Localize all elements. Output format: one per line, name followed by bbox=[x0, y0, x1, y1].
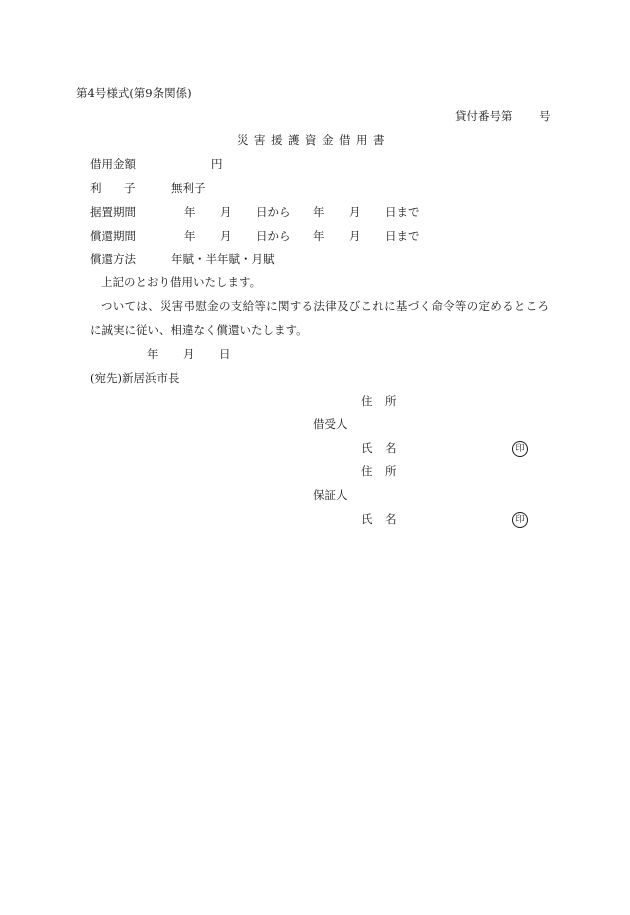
interest-label-1: 利 bbox=[90, 181, 102, 195]
deferment-day-from: 日から bbox=[256, 205, 291, 219]
body-line-3: に誠実に従い、相違なく償還いたします。 bbox=[90, 323, 308, 337]
borrower-role: 借受人 bbox=[313, 417, 348, 431]
title-char: 資 bbox=[305, 133, 317, 147]
title-char: 援 bbox=[271, 133, 283, 147]
form-label: 第4号様式(第9条関係) bbox=[76, 86, 192, 100]
date-day: 日 bbox=[219, 347, 231, 361]
deferment-day-to: 日まで bbox=[385, 205, 420, 219]
repayment-month: 月 bbox=[220, 229, 232, 243]
repayment-year-2: 年 bbox=[313, 229, 325, 243]
loan-number-suffix: 号 bbox=[539, 109, 551, 123]
guarantor-seal-icon: 印 bbox=[512, 512, 528, 528]
guarantor-address-label-1: 住 bbox=[361, 464, 373, 478]
guarantor-name-label-1: 氏 bbox=[361, 512, 373, 526]
title-char: 害 bbox=[254, 133, 266, 147]
title-char: 金 bbox=[322, 133, 334, 147]
title-char: 書 bbox=[373, 133, 385, 147]
borrower-address-label-2: 所 bbox=[385, 394, 397, 408]
borrower-name-label-2: 名 bbox=[385, 441, 397, 455]
addressee: (宛先)新居浜市長 bbox=[90, 371, 180, 385]
repayment-method-label: 償還方法 bbox=[90, 252, 136, 266]
repayment-day-from: 日から bbox=[256, 229, 291, 243]
deferment-label: 据置期間 bbox=[90, 205, 136, 219]
title-char: 借 bbox=[339, 133, 351, 147]
title-char: 護 bbox=[288, 133, 300, 147]
repayment-period-label: 償還期間 bbox=[90, 229, 136, 243]
interest-label-2: 子 bbox=[124, 181, 136, 195]
deferment-month-2: 月 bbox=[349, 205, 361, 219]
title-char: 用 bbox=[356, 133, 368, 147]
loan-number-label: 貸付番号第 bbox=[455, 109, 513, 123]
body-line-1: 上記のとおり借用いたします。 bbox=[101, 275, 262, 289]
interest-value: 無利子 bbox=[171, 181, 206, 195]
repayment-month-2: 月 bbox=[349, 229, 361, 243]
amount-label: 借用金額 bbox=[90, 157, 136, 171]
body-line-2: ついては、災害弔慰金の支給等に関する法律及びこれに基づく命令等の定めるところ bbox=[101, 299, 549, 313]
repayment-year: 年 bbox=[184, 229, 196, 243]
deferment-year: 年 bbox=[184, 205, 196, 219]
deferment-month: 月 bbox=[220, 205, 232, 219]
borrower-name-label-1: 氏 bbox=[361, 441, 373, 455]
borrower-seal-icon: 印 bbox=[512, 441, 528, 457]
amount-unit: 円 bbox=[211, 157, 223, 171]
document-title bbox=[237, 135, 390, 147]
guarantor-name-label-2: 名 bbox=[385, 512, 397, 526]
guarantor-address-label-2: 所 bbox=[385, 464, 397, 478]
date-month: 月 bbox=[183, 347, 195, 361]
title-char: 災 bbox=[237, 133, 249, 147]
borrower-address-label-1: 住 bbox=[361, 394, 373, 408]
deferment-year-2: 年 bbox=[313, 205, 325, 219]
date-year: 年 bbox=[147, 347, 159, 361]
repayment-day-to: 日まで bbox=[385, 229, 420, 243]
repayment-method-value: 年賦・半年賦・月賦 bbox=[171, 252, 275, 266]
guarantor-role: 保証人 bbox=[313, 488, 348, 502]
